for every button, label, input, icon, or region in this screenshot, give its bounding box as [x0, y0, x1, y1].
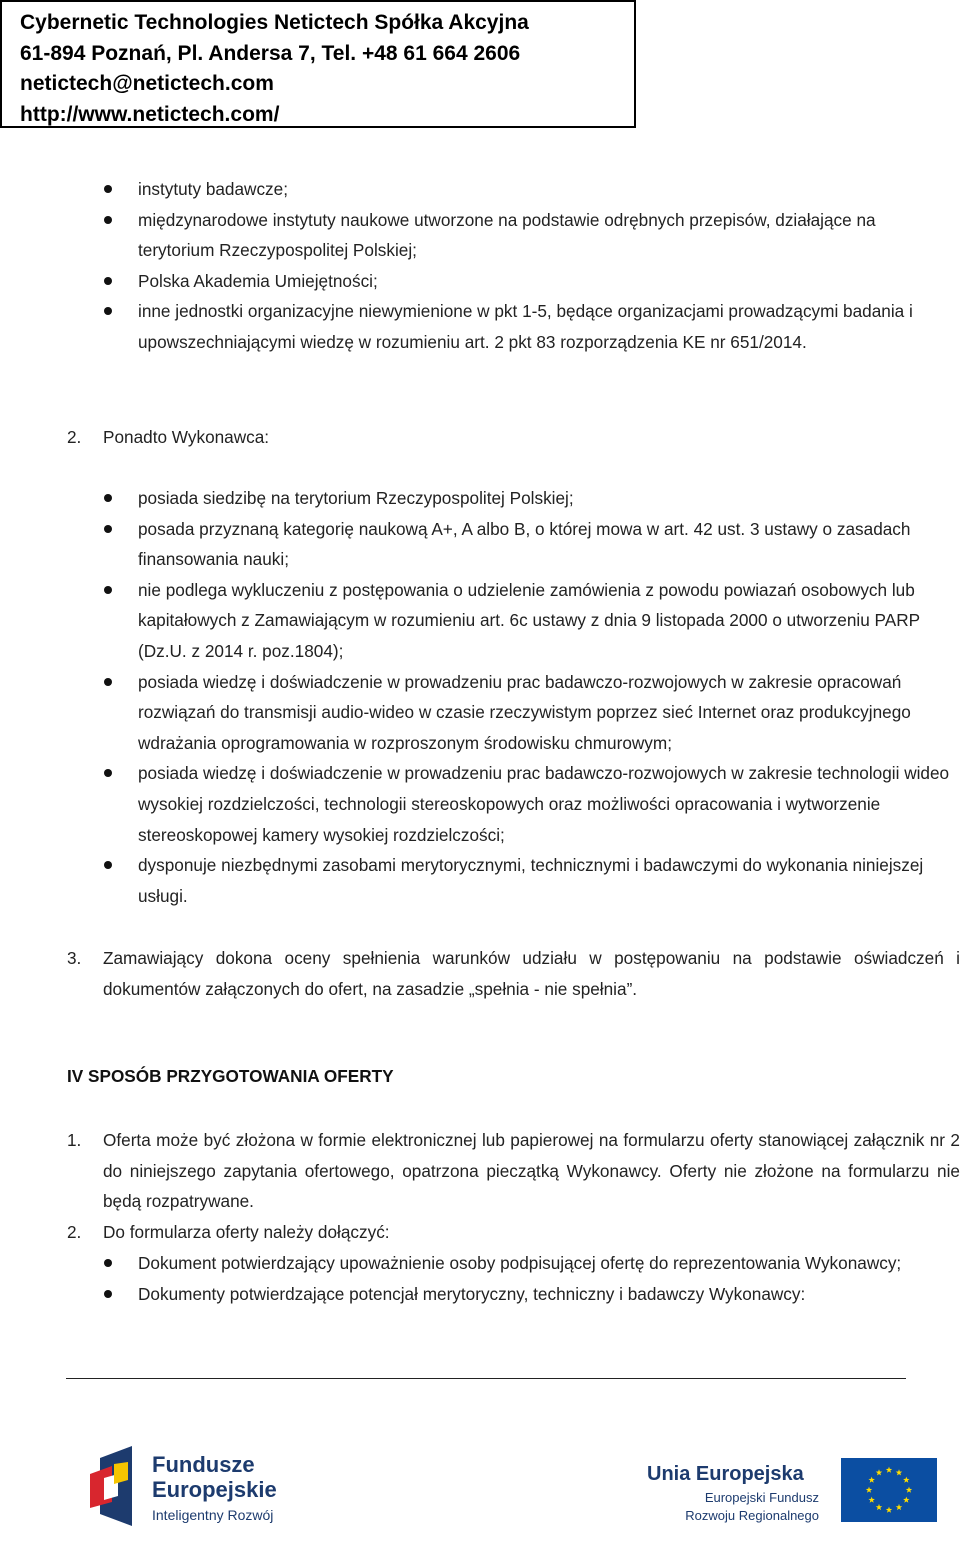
section-number: 3. — [67, 948, 82, 968]
item-number: 2. — [67, 1222, 82, 1242]
company-url[interactable]: http://www.netictech.com/ — [20, 102, 280, 126]
fe-line1: Fundusze — [152, 1452, 255, 1477]
eu-line3: Rozwoju Regionalnego — [685, 1508, 819, 1523]
footer-divider — [66, 1378, 906, 1379]
item-text: Do formularza oferty należy dołączyć: — [103, 1222, 390, 1242]
fe-line3: Inteligentny Rozwój — [152, 1507, 274, 1523]
list-item: nie podlega wykluczeniu z postępowania o udzielenie zamówienia z powodu powiazań osobowych lub kapitałowych z Zamawiającym w rozumieniu art. 6c ustawy z dnia 9 listopada 2000 o utworzeniu PARP (Dz.U. z 2014 r. poz.1804); — [100, 575, 960, 667]
attachments-list — [100, 1248, 960, 1309]
list-item: posiada wiedzę i doświadczenie w prowadzeniu prac badawczo-rozwojowych w zakresie opracowań rozwiązań do transmisji audio-wideo w czasie rzeczywistym poprzez sieć Internet oraz produkcyjnego wdrażania oprogramowania w rozproszonym środowisku chmurowym; — [100, 667, 960, 759]
section-number: 2. — [67, 427, 82, 447]
list-item: instytuty badawcze; — [100, 174, 960, 205]
fundusze-europejskie-logo — [88, 1444, 318, 1534]
list-item: międzynarodowe instytuty naukowe utworzone na podstawie odrębnych przepisów, działające na terytorium Rzeczypospolitej Polskiej; — [100, 205, 960, 266]
section-heading: IV SPOSÓB PRZYGOTOWANIA OFERTY — [67, 1066, 394, 1086]
offer-item-1 — [67, 1125, 960, 1217]
company-header — [0, 0, 636, 128]
company-address: 61-894 Poznań, Pl. Andersa 7, Tel. +48 61 664 2606 — [20, 41, 521, 65]
section-2 — [67, 422, 960, 453]
entity-list — [100, 174, 960, 358]
list-item: posiada wiedzę i doświadczenie w prowadzeniu prac badawczo-rozwojowych w zakresie technologii wideo wysokiej rozdzielczości, technologii stereoskopowych oraz możliwości opracowania i wytworzenie stereoskopowej kamery wysokiej rozdzielczości; — [100, 758, 960, 850]
section-text: Zamawiający dokona oceny spełnienia warunków udziału w postępowaniu na podstawie oświadczeń i dokumentów załączonych do ofert, na zasadzie „spełnia - nie spełnia”. — [103, 948, 960, 999]
fe-line2: Europejskie — [152, 1477, 277, 1502]
list-item: posiada siedzibę na terytorium Rzeczypospolitej Polskiej; — [100, 483, 960, 514]
eu-line1: Unia Europejska — [647, 1463, 804, 1485]
eu-line2: Europejski Fundusz — [704, 1490, 819, 1505]
list-item: posada przyznaną kategorię naukową A+, A albo B, o której mowa w art. 42 ust. 3 ustawy o zasadach finansowania nauki; — [100, 514, 960, 575]
list-item: inne jednostki organizacyjne niewymienione w pkt 1-5, będące organizacjami prowadzącymi badania i upowszechniającymi wiedzę w rozumieniu art. 2 pkt 83 rozporządzenia KE nr 651/2014. — [100, 296, 960, 357]
list-item: dysponuje niezbędnymi zasobami merytorycznymi, technicznymi i badawczymi do wykonania niniejszej usługi. — [100, 850, 960, 911]
section-text: Ponadto Wykonawca: — [103, 427, 270, 447]
company-name: Cybernetic Technologies Netictech Spółka Akcyjna — [20, 11, 529, 34]
contractor-requirements-list — [100, 483, 960, 911]
company-email[interactable]: netictech@netictech.com — [20, 72, 274, 95]
item-text: Oferta może być złożona w formie elektronicznej lub papierowej na formularzu oferty stanowiącej załącznik nr 2 do niniejszego zapytania ofertowego, opatrzona pieczątką Wykonawcy. Oferty nie złożone na formularzu nie będą rozpatrywane. — [103, 1130, 960, 1212]
fe-emblem-icon — [90, 1446, 132, 1526]
list-item: Polska Akademia Umiejętności; — [100, 266, 960, 297]
item-number: 1. — [67, 1130, 82, 1150]
list-item: Dokumenty potwierdzające potencjał merytoryczny, techniczny i badawczy Wykonawcy: — [100, 1279, 960, 1310]
section-3 — [67, 943, 960, 1004]
list-item: Dokument potwierdzający upoważnienie osoby podpisującej ofertę do reprezentowania Wykonawcy; — [100, 1248, 960, 1279]
offer-item-2 — [67, 1217, 960, 1248]
unia-europejska-logo — [645, 1456, 945, 1526]
